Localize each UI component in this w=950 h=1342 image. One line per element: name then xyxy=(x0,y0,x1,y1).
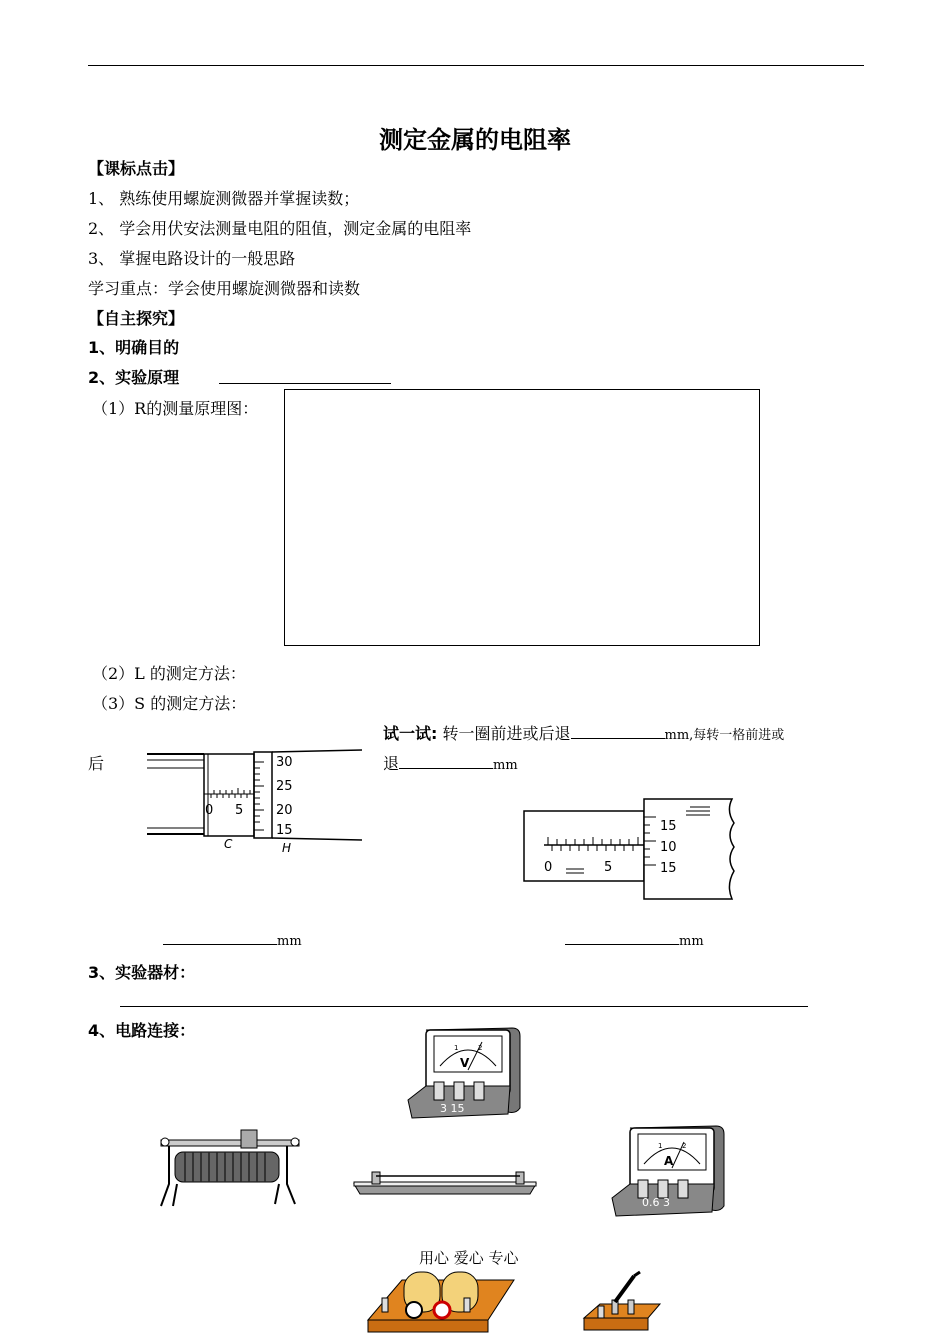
section-heading-explore: 【自主探究】 xyxy=(88,309,185,328)
section-heading-circuit: 4、电路连接： xyxy=(88,1021,196,1040)
thimble2-tick-top: 15 xyxy=(660,819,677,834)
voltmeter-terminals: 3 15 xyxy=(440,1102,465,1115)
question-purpose: 1、明确目的 xyxy=(88,338,180,357)
footer-motto: 用心 爱心 专心 xyxy=(419,1249,519,1267)
answer-line-right xyxy=(565,930,704,949)
micrometer-figure-2 xyxy=(520,795,745,905)
section-heading-standards: 【课标点击】 xyxy=(88,159,185,178)
switch-icon[interactable] xyxy=(582,1270,664,1334)
try-label: 试一试: xyxy=(383,724,438,743)
try-unit: mm xyxy=(493,758,518,773)
thimble-tick-25: 25 xyxy=(276,779,293,794)
sub-question-s: （3）S 的测定方法： xyxy=(92,694,247,713)
battery-icon[interactable] xyxy=(366,1262,516,1334)
reading-blank-left[interactable] xyxy=(163,944,277,945)
ammeter-icon[interactable] xyxy=(608,1124,728,1220)
answer-line-left xyxy=(163,930,302,949)
answer-unit-left: mm xyxy=(277,934,302,949)
section-heading-equipment: 3、实验器材： xyxy=(88,963,196,982)
label-h: H xyxy=(282,841,292,855)
sub-question-r: （1）R的测量原理图： xyxy=(92,399,259,418)
objective-3: 3、 掌握电路设计的一般思路 xyxy=(88,249,296,268)
try-line-2 xyxy=(383,751,518,774)
principle-answer-blank[interactable] xyxy=(219,383,391,384)
rheostat-icon[interactable] xyxy=(155,1128,305,1210)
try-line-1 xyxy=(383,721,784,744)
thimble2-tick-mid: 10 xyxy=(660,840,677,855)
page-title: 测定金属的电阻率 xyxy=(379,126,571,154)
division-blank[interactable] xyxy=(399,768,493,769)
label-c: C xyxy=(224,837,233,851)
micrometer-figure-1 xyxy=(142,746,367,876)
try-line-2-head: 退 xyxy=(383,754,400,773)
reading-blank-right[interactable] xyxy=(565,944,679,945)
ammeter-scale-1: 1 xyxy=(658,1142,663,1150)
question-principle: 2、实验原理 xyxy=(88,368,180,387)
objective-2: 2、 学会用伏安法测量电阻的阻值，测定金属的电阻率 xyxy=(88,219,472,238)
circuit-diagram-box[interactable] xyxy=(284,389,760,646)
revolution-blank[interactable] xyxy=(571,738,665,739)
sleeve-label-5: 5 xyxy=(235,803,244,818)
voltmeter-symbol: V xyxy=(460,1056,470,1070)
equipment-answer-line[interactable] xyxy=(120,1006,808,1007)
thimble-tick-15: 15 xyxy=(276,823,293,838)
try-text-b: mm,每转一格前进或 xyxy=(664,728,785,743)
ammeter-terminals: 0.6 3 xyxy=(642,1196,670,1209)
sleeve2-label-5: 5 xyxy=(604,860,613,875)
voltmeter-scale-1: 1 xyxy=(454,1044,459,1052)
sub-question-l: （2）L 的测定方法： xyxy=(92,664,246,683)
try-line-1-tail: 后 xyxy=(88,754,105,773)
try-text-a: 转一圈前进或后退 xyxy=(442,724,571,743)
key-point: 学习重点：学会使用螺旋测微器和读数 xyxy=(88,279,361,298)
sleeve2-label-0: 0 xyxy=(544,860,553,875)
thimble-tick-30: 30 xyxy=(276,755,293,770)
thimble2-tick-bottom: 15 xyxy=(660,861,677,876)
thimble-tick-20: 20 xyxy=(276,803,293,818)
objective-1: 1、 熟练使用螺旋测微器并掌握读数； xyxy=(88,189,360,208)
answer-unit-right: mm xyxy=(679,934,704,949)
ammeter-symbol: A xyxy=(664,1154,674,1168)
ammeter-scale-2: 2 xyxy=(682,1142,687,1150)
metal-wire-icon[interactable] xyxy=(350,1168,540,1198)
voltmeter-icon[interactable] xyxy=(404,1026,524,1122)
sleeve-label-0: 0 xyxy=(205,803,214,818)
voltmeter-scale-2: 2 xyxy=(478,1044,483,1052)
header-rule xyxy=(88,65,864,66)
